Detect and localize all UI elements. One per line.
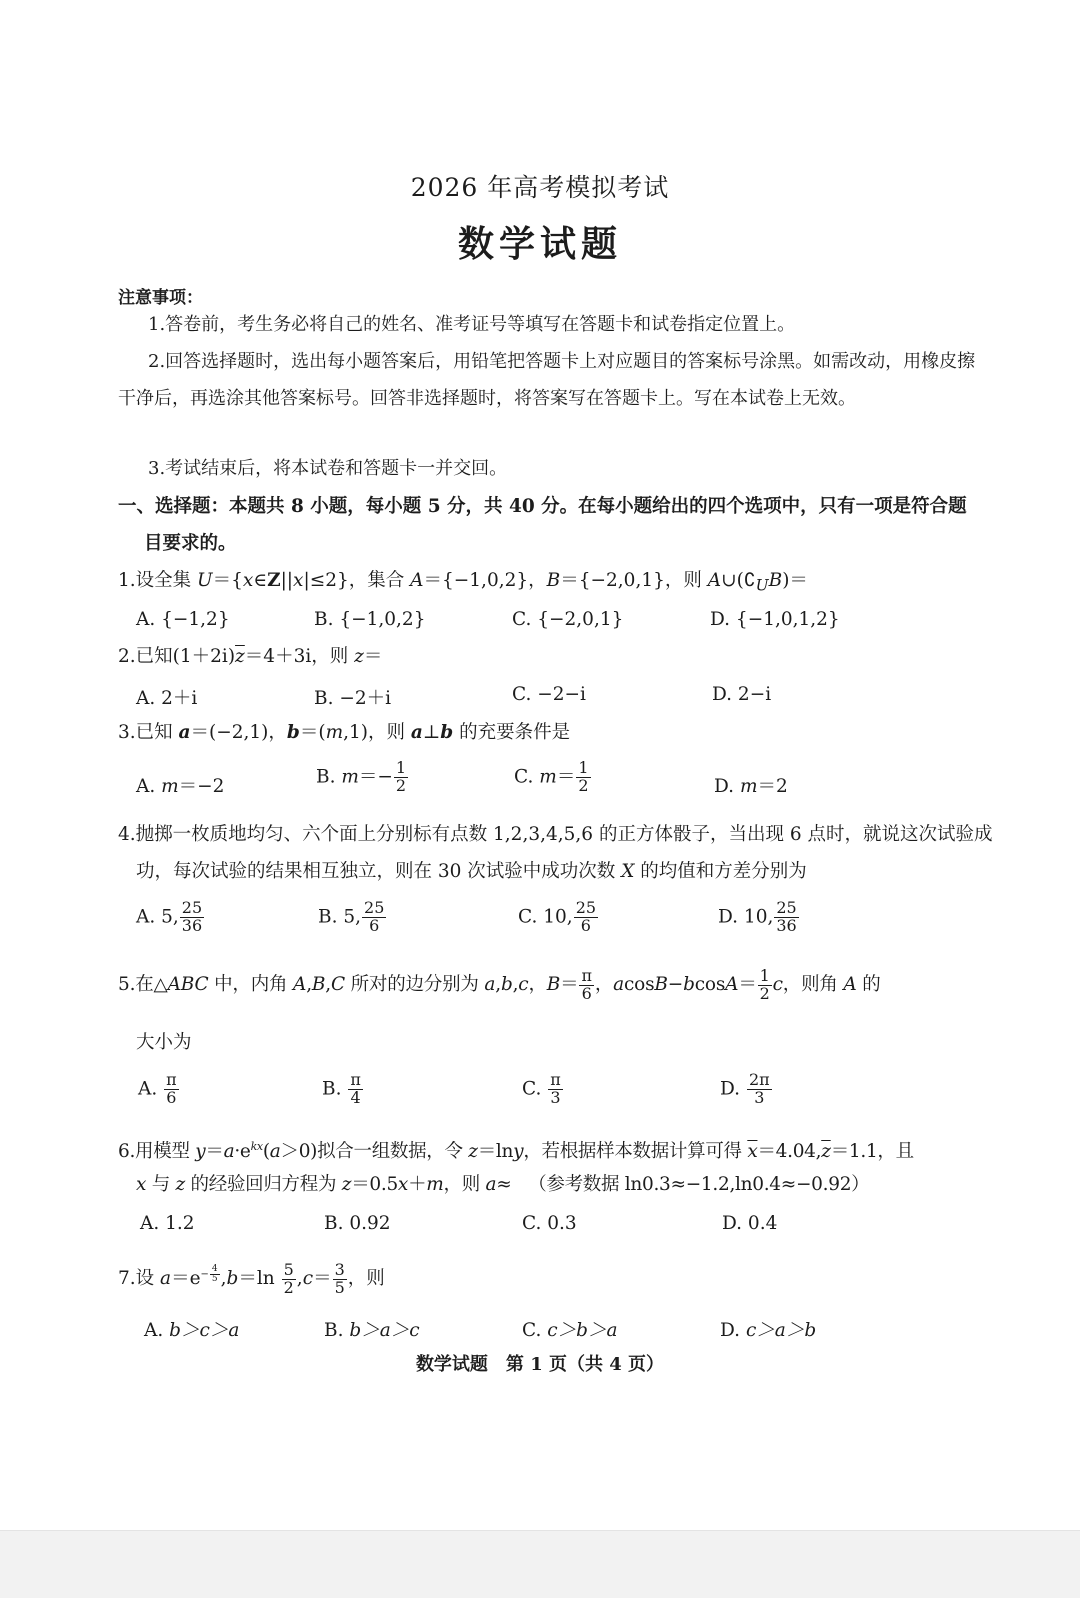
fraction: $\frac{25}{6}$ [575,898,597,935]
question-4: 4.抛掷一枚质地均匀、六个面上分别标有点数 1,2,3,4,5,6 的正方体骰子，当出现 6 点时，就说这次试验成功，每次试验的结果相互独立，则在 30 次试验中成功次数 X 的均值和方差分别为 [118,824,993,882]
question-5: 5.在△ABC 中，内角 A,B,C 所对的边分别为 a,b,c，B＝ $\frac{\pi}{6}$ ，acosB−bcosA＝ $\frac{1}{2}$ c，则角 A 的 [118,965,881,1003]
fraction: $\frac{4}{5}$ [211,1263,218,1284]
question-6-line-2: x 与 z 的经验回归方程为 z＝0.5x＋m，则 a≈ （参考数据 ln0.3≈−1.2,ln0.4≈−0.92） [136,1174,870,1195]
fraction: $\frac{\pi}{6}$ [166,1070,177,1107]
q2-option-d: D. 2−i [712,684,772,705]
question-5-continuation: 大小为 [136,1032,192,1053]
fraction: $\frac{\pi}{4}$ [350,1070,361,1107]
question-2: 2.已知$(1+2i)\overline{z}=4+3i$，则 z＝ [118,646,383,667]
question-6: 6.用模型 $y=a\cdot e^{kx}(a>0)$拟合一组数据，令 z＝lny，若根据样本数据计算可得 $\overline{x}=4.04,\overline{z}=1.1$，且 [118,1140,914,1163]
q2-option-b: B. −2＋i [314,688,392,709]
question-3: 3.已知 a＝(−2,1)，b＝(m,1)，则 a⊥b 的充要条件是 [118,722,571,743]
exam-title: 2026 年高考模拟考试 [410,173,670,202]
q1-option-b: B. {−1,0,2} [314,609,426,630]
fraction: $\frac{5}{2}$ [283,1259,294,1297]
exponent: − 4 5 [200,1263,218,1284]
fraction: $\frac{2\pi}{3}$ [748,1070,770,1107]
section-1-heading: 一、选择题：本题共 8 小题，每小题 5 分，共 40 分。在每小题给出的四个选项中，只有一项是符合题目要求的。 [118,496,967,554]
fraction: $\frac{\pi}{6}$ [581,965,592,1003]
note-item-1: 1.答卷前，考生务必将自己的姓名、准考证号等填写在答题卡和试卷指定位置上。 [148,314,796,335]
fraction: $\frac{25}{36}$ [776,898,797,935]
note-item-2: 2.回答选择题时，选出每小题答案后，用铅笔把答题卡上对应题目的答案标号涂黑。如需改动，用橡皮擦干净后，再选涂其他答案标号。回答非选择题时，将答案写在答题卡上。写在本试卷上无效。 [118,351,976,409]
viewer-bottom-bar [0,1530,1080,1598]
q2-option-c: C. −2−i [512,684,586,705]
q4-option-c: C. 10, $\frac{25}{6}$ [518,898,597,935]
fraction: $\frac{1}{2}$ [395,758,407,795]
q1-option-a: A. {−1,2} [136,609,230,630]
q5-option-a: A. $\frac{\pi}{6}$ [138,1070,177,1107]
page-footer: 数学试题 第 1 页（共 4 页） [415,1354,665,1375]
reference-data: （参考数据 ln0.3≈−1.2,ln0.4≈−0.92） [528,1174,870,1195]
q3-option-a: A. m＝−2 [136,776,225,797]
q1-option-c: C. {−2,0,1} [512,609,624,630]
q6-option-d: D. 0.4 [722,1213,778,1234]
fraction: $\frac{25}{6}$ [364,898,385,935]
q5-option-c: C. $\frac{\pi}{3}$ [522,1070,561,1107]
q2-option-a: A. 2＋i [136,688,198,709]
q7-option-d: D. c＞a＞b [720,1320,817,1341]
q7-option-a: A. b＞c＞a [144,1320,240,1341]
fraction: $\frac{1}{2}$ [759,965,770,1003]
q7-option-b: B. b＞a＞c [324,1320,420,1341]
fraction: $\frac{25}{36}$ [181,898,203,935]
q6-option-c: C. 0.3 [522,1213,577,1234]
q7-option-c: C. c＞b＞a [522,1320,618,1341]
q1-option-d: D. {−1,0,1,2} [710,609,840,630]
q4-option-b: B. 5, $\frac{25}{6}$ [318,898,385,935]
q3-option-d: D. m＝2 [714,776,788,797]
fraction: $\frac{3}{5}$ [334,1259,345,1297]
q4-option-a: A. 5, $\frac{25}{36}$ [136,898,203,935]
q6-option-a: A. 1.2 [140,1213,195,1234]
q4-option-d: D. 10, $\frac{25}{36}$ [718,898,797,935]
question-7: 7.设 $a=e^{- \frac{4}{5}}$ ,b＝ln $\frac{5}{2}$ ,c＝ $\frac{3}{5}$ ，则 [118,1259,385,1297]
q3-option-c: C. m＝ $\frac{1}{2}$ [514,758,589,795]
question-1: 1.设全集 U＝{x∈Z||x|≤2}，集合 A＝{−1,0,2}，B＝{−2,0,1}，则 $A\cup(∁_UB)=$ [118,570,808,595]
notes-heading: 注意事项： [118,288,203,308]
q3-option-b: B. m＝− $\frac{1}{2}$ [316,758,407,795]
q6-option-b: B. 0.92 [324,1213,391,1234]
fraction: $\frac{1}{2}$ [578,758,589,795]
q5-option-d: D. $\frac{2\pi}{3}$ [720,1070,770,1107]
subject-title: 数学试题 [457,223,622,265]
q5-option-b: B. $\frac{\pi}{4}$ [322,1070,361,1107]
fraction: $\frac{\pi}{3}$ [550,1070,561,1107]
note-item-3: 3.考试结束后，将本试卷和答题卡一并交回。 [148,458,508,479]
